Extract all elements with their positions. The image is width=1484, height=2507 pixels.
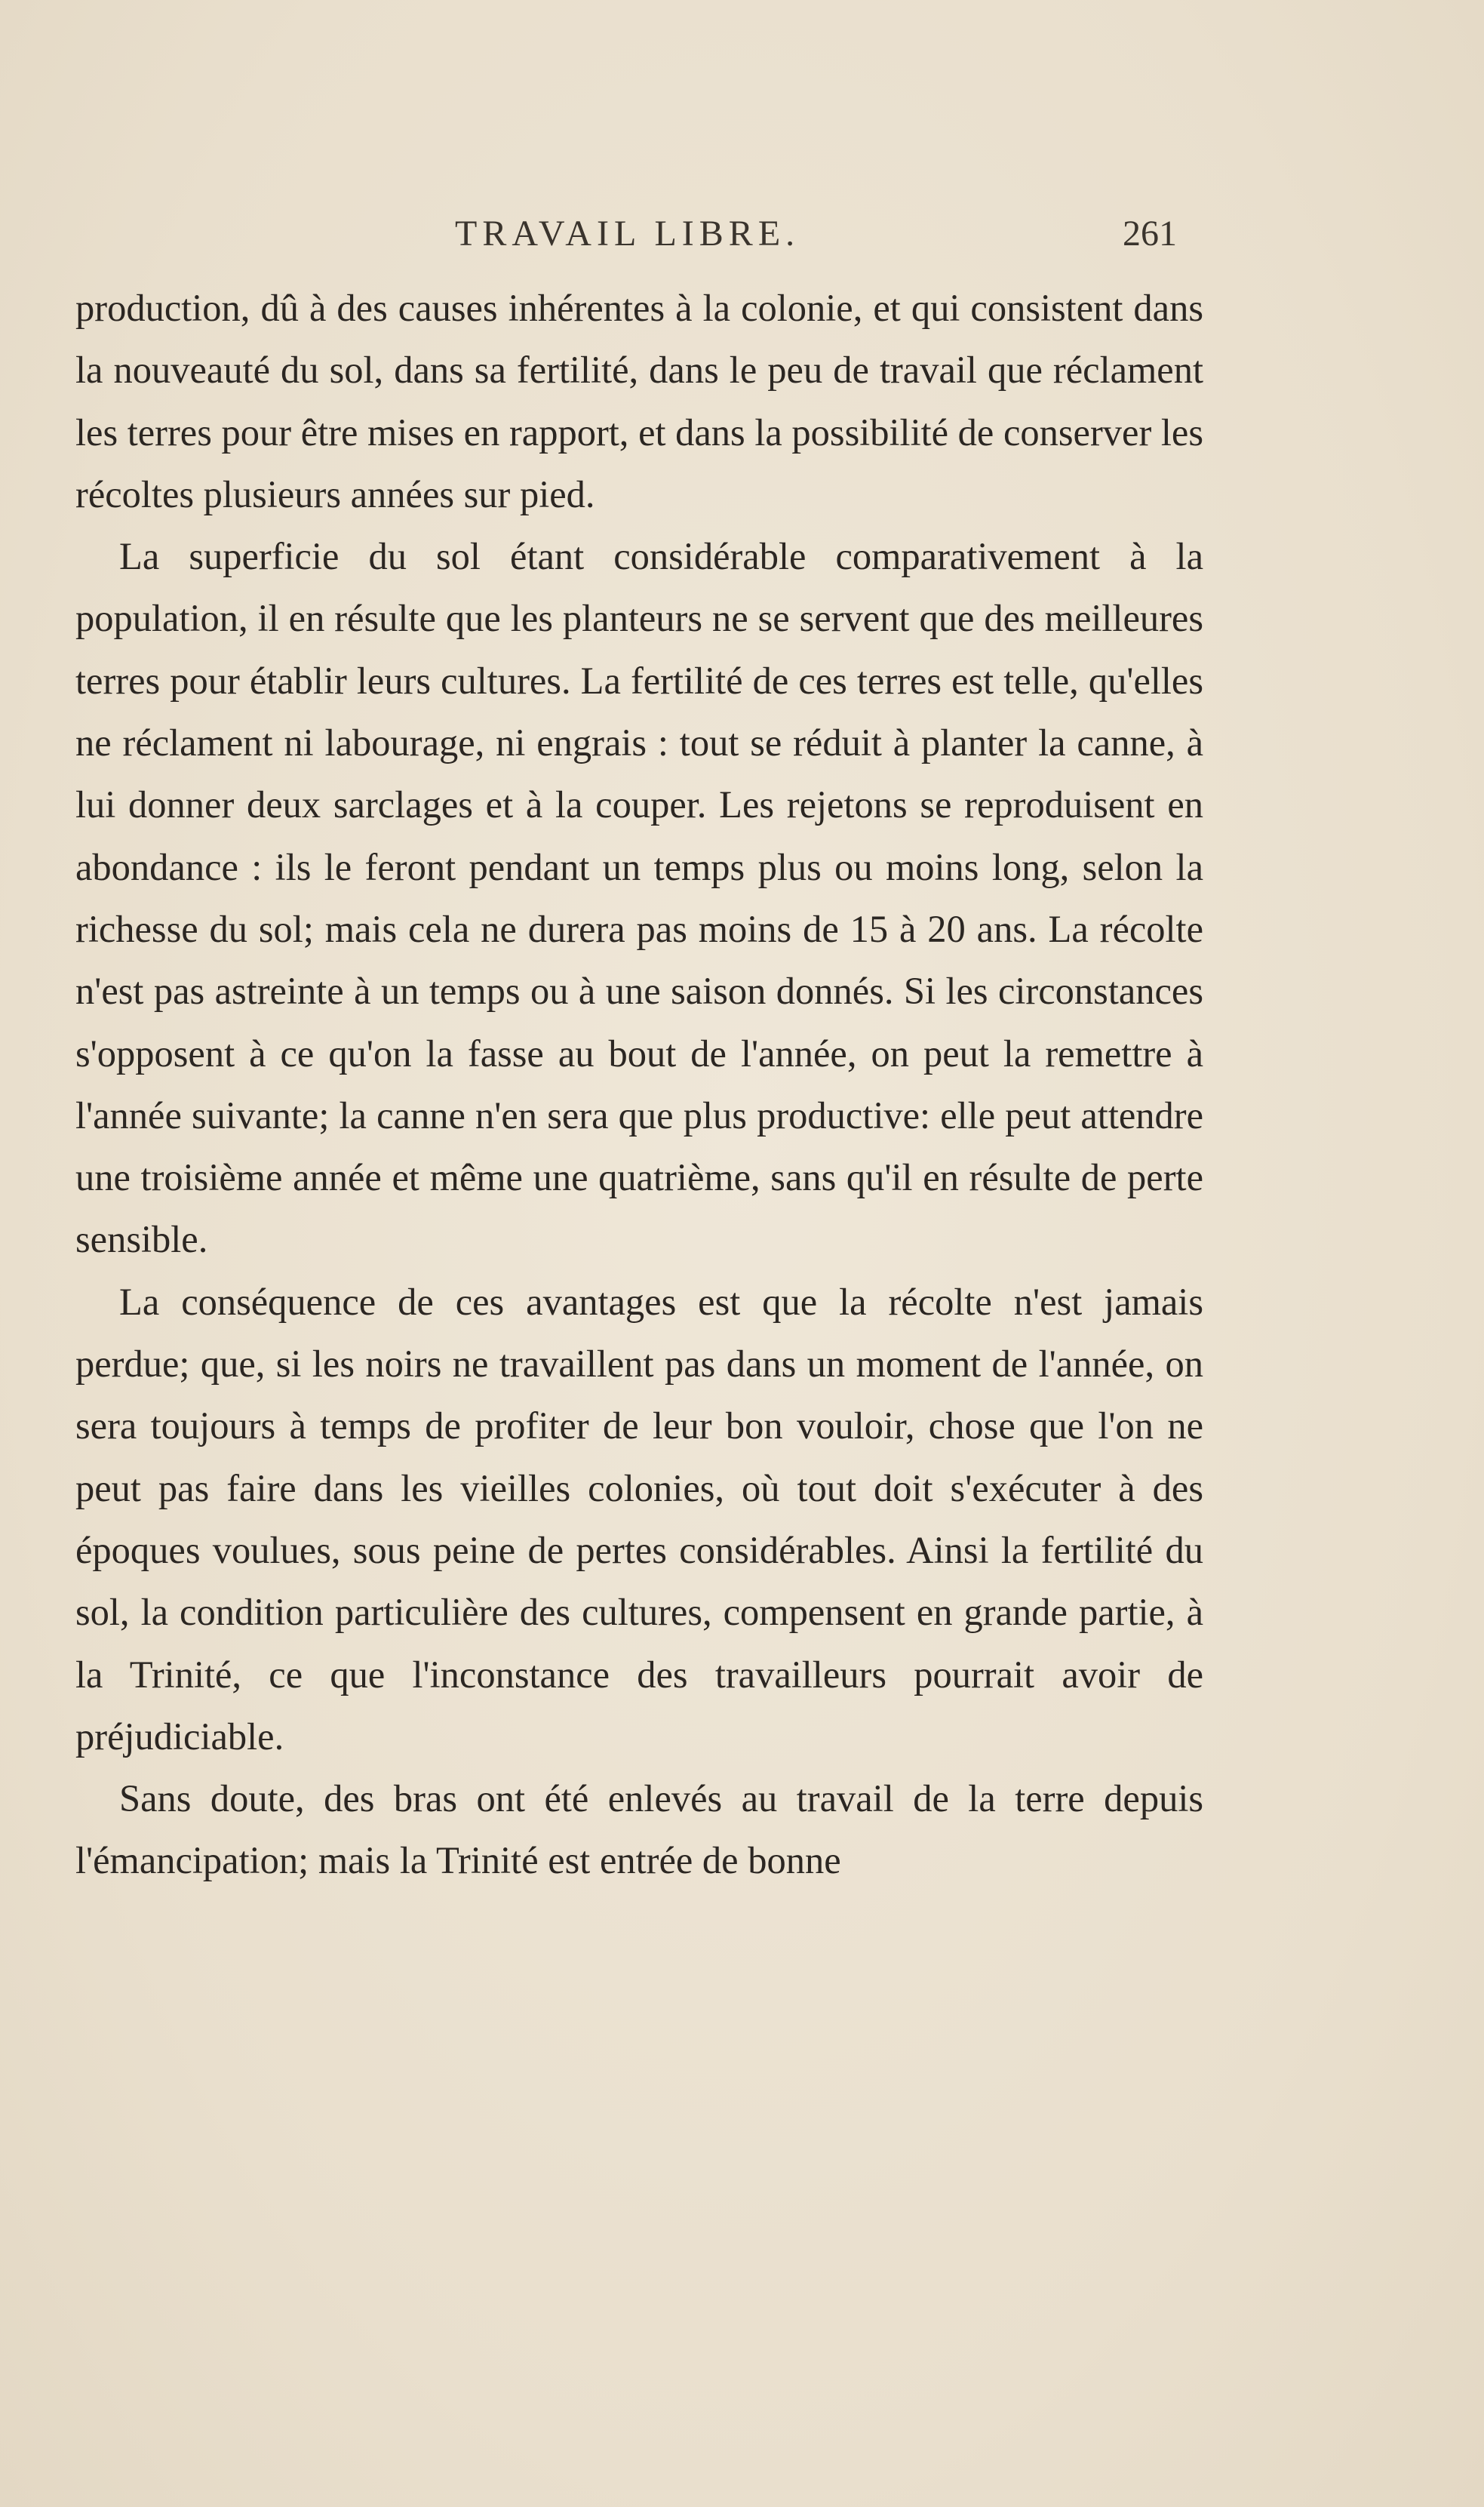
paragraph-sans-doute: Sans doute, des bras ont été enlevés au travail de la terre depuis l'émancipation; mais la Trinité est entrée de bonne: [75, 1777, 1203, 1882]
page-number: 261: [1123, 214, 1177, 254]
paragraph-continued: production, dû à des causes inhérentes à la colonie, et qui consistent dans la nouveauté du sol, dans sa fertilité, dans le peu de travail que réclament les terres pour être mises en rapport, et dans la possibilité de conserver les récoltes plusieurs années sur pied.: [75, 287, 1203, 515]
page-header: [0, 213, 1484, 266]
body-text: [75, 277, 1203, 1892]
paragraph-consequence: La conséquence de ces avantages est que la récolte n'est jamais perdue; que, si les noirs ne travaillent pas dans un moment de l'année, on sera toujours à temps de profiter de leur bon vouloir, chose que l'on ne peut pas faire dans les vieilles colonies, où tout doit s'exécuter à des époques voulues, sous peine de pertes considérables. Ainsi la fertilité du sol, la condition particulière des cultures, compensent en grande partie, à la Trinité, ce que l'inconstance des travailleurs pourrait avoir de préjudiciable.: [75, 1280, 1203, 1758]
paragraph-superficie: La superficie du sol étant considérable comparativement à la population, il en résulte que les planteurs ne se servent que des meilleures terres pour établir leurs cultures. La fertilité de ces terres est telle, qu'elles ne réclament ni labourage, ni engrais : tout se réduit à planter la canne, à lui donner deux sarclages et à la couper. Les rejetons se reproduisent en abondance : ils le feront pendant un temps plus ou moins long, selon la richesse du sol; mais cela ne durera pas moins de 15 à 20 ans. La récolte n'est pas astreinte à un temps ou à une saison donnés. Si les circonstances s'opposent à ce qu'on la fasse au bout de l'année, on peut la remettre à l'année suivante; la canne n'en sera que plus productive: elle peut attendre une troisième année et même une quatrième, sans qu'il en résulte de perte sensible.: [75, 535, 1203, 1261]
running-title: TRAVAIL LIBRE.: [455, 214, 800, 254]
